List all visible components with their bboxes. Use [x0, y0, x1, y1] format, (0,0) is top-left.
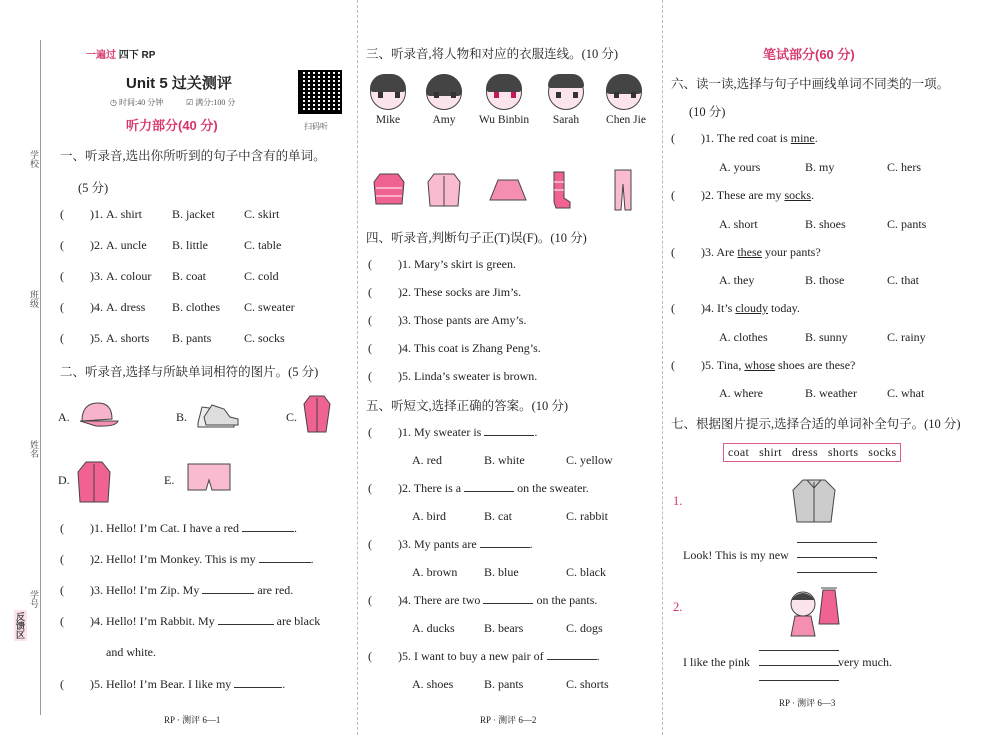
amy-face-icon	[426, 74, 462, 110]
sarah-face-icon	[548, 74, 584, 110]
writing-line[interactable]	[759, 665, 839, 666]
q6-item-text: Are	[716, 245, 735, 259]
q5-item-number: )2.	[398, 481, 411, 495]
option-a: A. shoes	[412, 677, 454, 691]
q2-item-text: Hello! I’m Zip. My	[106, 583, 200, 597]
page-footer-3: RP · 测评 6—3	[779, 698, 836, 708]
q4-item: ( )4. This coat is Zhang Peng’s.	[368, 341, 541, 355]
answer-blank[interactable]	[464, 481, 514, 492]
option-a: A. shirt	[106, 207, 142, 221]
option-b: B. pants	[484, 677, 524, 691]
binding-line	[40, 40, 41, 715]
shirt-icon	[302, 392, 332, 436]
page-3	[662, 0, 1000, 735]
name-mike: Mike	[375, 114, 401, 126]
coat-icon	[74, 458, 114, 504]
q6-item-number: )3.	[701, 245, 714, 259]
q1-item: ( )3.	[60, 269, 103, 283]
q7-item-2-number: 2.	[673, 600, 683, 614]
writing-line[interactable]	[759, 680, 839, 681]
q7-heading: 七、根据图片提示,选择合适的单词补全句子。(10 分)	[671, 417, 961, 431]
q4-item-number: )3.	[398, 313, 411, 327]
q5-item: ( )5. I want to buy a new pair of .	[368, 649, 600, 663]
name-label: 姓名	[29, 440, 39, 458]
q7-sentence-2-text: I like the pink	[683, 655, 750, 669]
q5-heading: 五、听短文,选择正确的答案。(10 分)	[366, 399, 569, 413]
option-c: C. socks	[244, 331, 285, 345]
q4-item-number: )5.	[398, 369, 411, 383]
q6-item-number: )5.	[701, 358, 714, 372]
q4-item-number: )2.	[398, 285, 411, 299]
q1-heading: 一、听录音,选出你所听到的句子中含有的单词。	[60, 149, 326, 163]
q6-item-text: Tina,	[716, 358, 742, 372]
brand-logo	[86, 46, 155, 61]
q6-item-text: These are my	[716, 188, 782, 202]
option-b: B. bears	[484, 621, 524, 635]
q4-item: ( )3. Those pants are Amy’s.	[368, 313, 527, 327]
writing-line[interactable]	[797, 572, 877, 573]
answer-blank[interactable]	[483, 593, 533, 604]
chen-jie-face-icon	[606, 74, 642, 110]
q4-item: ( )1. Mary’s skirt is green.	[368, 257, 516, 271]
page-footer-1: RP · 测评 6—1	[164, 715, 221, 725]
q6-item: ( )3. Are these your pants?	[671, 245, 821, 259]
answer-blank[interactable]	[484, 425, 534, 436]
option-b: B. coat	[172, 269, 206, 283]
q2-item-text: Hello! I’m Cat. I have a red	[106, 521, 239, 535]
wu-binbin-face-icon	[486, 74, 522, 110]
q7-sentence-1-end: .	[874, 548, 878, 562]
q2-item: ( )5. Hello! I’m Bear. I like my .	[60, 677, 286, 691]
feedback-tag: 反馈区	[15, 612, 25, 639]
q1-item: ( )5.	[60, 331, 103, 345]
socks-icon	[550, 170, 574, 210]
q2-heading: 二、听录音,选择与所缺单词相符的图片。(5 分)	[60, 365, 319, 379]
name-chen-jie: Chen Jie	[606, 114, 646, 126]
option-a: A. they	[719, 273, 755, 287]
q2-item-end: .	[293, 521, 297, 535]
student-number-label: 学号	[29, 590, 39, 608]
listening-section-heading: 听力部分(40 分)	[126, 118, 218, 133]
q1-item-number: )4.	[90, 300, 103, 314]
cap-icon	[76, 395, 120, 435]
option-b: B. weather	[805, 386, 857, 400]
q2-item-end: .	[282, 677, 286, 691]
pants-icon	[613, 168, 633, 212]
grade-label: 四下 RP	[118, 50, 156, 61]
q1-points: (5 分)	[78, 181, 109, 195]
q7-sentence-1-text: Look! This is my new	[683, 548, 789, 562]
underlined-word: cloudy	[735, 301, 769, 315]
q6-heading: 六、读一读,选择与句子中画线单词不同类的一项。	[671, 77, 950, 91]
skirt-icon	[488, 176, 528, 204]
q1-item: ( )2.	[60, 238, 103, 252]
pic-e-label: E.	[164, 473, 175, 487]
score-label: ☑ 满分:100 分	[186, 98, 236, 107]
answer-blank[interactable]	[259, 552, 311, 563]
option-c: C. rabbit	[566, 509, 608, 523]
brand-name: 一遍过	[86, 50, 116, 61]
q6-item-number: )2.	[701, 188, 714, 202]
option-b: B. those	[805, 273, 845, 287]
q2-item-number: )2.	[90, 552, 103, 566]
q6-item: ( )2. These are my socks.	[671, 188, 815, 202]
option-a: A. clothes	[719, 330, 768, 344]
q6-item: ( )5. Tina, whose shoes are these?	[671, 358, 856, 372]
mike-face-icon	[370, 74, 406, 110]
writing-section-heading: 笔试部分(60 分)	[763, 47, 855, 62]
writing-line[interactable]	[759, 650, 839, 651]
qr-caption: 扫码听	[304, 122, 328, 131]
q1-item-number: )1.	[90, 207, 103, 221]
q5-item: ( )3. My pants are .	[368, 537, 533, 551]
option-c: C. that	[887, 273, 919, 287]
q5-item-number: )5.	[398, 649, 411, 663]
q5-item-text: My sweater is	[414, 425, 482, 439]
option-b: B. sunny	[805, 330, 848, 344]
class-label: 班级	[29, 290, 39, 308]
option-c: C. rainy	[887, 330, 926, 344]
q6-item-end: .	[811, 188, 815, 202]
pic-c-label: C.	[286, 410, 298, 424]
name-wu-binbin: Wu Binbin	[478, 114, 530, 126]
q2-item-number: )1.	[90, 521, 103, 535]
option-c: C. black	[566, 565, 606, 579]
answer-blank[interactable]	[218, 614, 274, 625]
q2-item-end: .	[310, 552, 314, 566]
page-footer-2: RP · 测评 6—2	[480, 715, 537, 725]
q7-item-1-number: 1.	[673, 494, 683, 508]
q5-item-text: My pants are	[414, 537, 477, 551]
q1-item-number: )5.	[90, 331, 103, 345]
q6-item-number: )4.	[701, 301, 714, 315]
q4-item-text: Those pants are Amy’s.	[413, 313, 527, 327]
pic-b-label: B.	[176, 410, 188, 424]
option-c: C. shorts	[566, 677, 609, 691]
answer-blank[interactable]	[547, 649, 597, 660]
pic-a-label: A.	[58, 410, 70, 424]
time-label: ◷ 时间:40 分钟	[110, 98, 164, 107]
option-b: B. clothes	[172, 300, 220, 314]
writing-line[interactable]	[797, 557, 877, 558]
q6-item-end: .	[814, 131, 818, 145]
pic-d-label: D.	[58, 473, 70, 487]
name-amy: Amy	[432, 114, 456, 126]
q4-item-number: )4.	[398, 341, 411, 355]
q6-points: (10 分)	[689, 105, 726, 119]
q1-item: ( )1.	[60, 207, 103, 221]
q5-item: ( )2. There is a on the sweater.	[368, 481, 589, 495]
option-a: A. colour	[106, 269, 152, 283]
q2-item-4-continuation: and white.	[106, 645, 156, 659]
shorts-icon	[184, 460, 234, 496]
q1-item-number: )2.	[90, 238, 103, 252]
q6-item-end: shoes are these?	[778, 358, 856, 372]
option-a: A. short	[719, 217, 758, 231]
option-a: A. red	[412, 453, 442, 467]
q6-item-end: your pants?	[765, 245, 821, 259]
q2-item-text: Hello! I’m Monkey. This is my	[106, 552, 256, 566]
underlined-word: socks	[784, 188, 812, 202]
q6-item-text: The red coat is	[716, 131, 788, 145]
q5-item: ( )1. My sweater is .	[368, 425, 538, 439]
time-text: 时间:40 分钟	[118, 98, 164, 107]
q5-item-end: .	[534, 425, 538, 439]
school-label: 学校	[29, 150, 39, 168]
option-b: B. white	[484, 453, 525, 467]
q4-item-text: Linda’s sweater is brown.	[414, 369, 538, 383]
q6-item-end: today.	[771, 301, 800, 315]
q6-item: ( )1. The red coat is mine.	[671, 131, 818, 145]
jacket-icon	[426, 170, 462, 210]
q6-item-text: It’s	[717, 301, 733, 315]
q6-item-number: )1.	[701, 131, 714, 145]
underlined-word: whose	[744, 358, 776, 372]
q2-item: ( )2. Hello! I’m Monkey. This is my .	[60, 552, 314, 566]
q7-sentence-2-end: very much.	[837, 655, 892, 669]
underlined-word: mine	[790, 131, 815, 145]
option-b: B. shoes	[805, 217, 846, 231]
option-c: C. yellow	[566, 453, 613, 467]
option-a: A. brown	[412, 565, 458, 579]
q5-item-number: )4.	[398, 593, 411, 607]
q2-item: ( )4. Hello! I’m Rabbit. My are black	[60, 614, 321, 628]
q1-item: ( )4.	[60, 300, 103, 314]
qr-code-icon[interactable]	[298, 70, 342, 114]
answer-blank[interactable]	[202, 583, 254, 594]
option-c: C. table	[244, 238, 282, 252]
option-a: A. uncle	[106, 238, 147, 252]
q4-item-number: )1.	[398, 257, 411, 271]
name-sarah: Sarah	[552, 114, 580, 126]
word-bank: coat shirt dress shorts socks	[723, 443, 901, 462]
score-text: 满分:100 分	[195, 98, 236, 107]
option-b: B. cat	[484, 509, 512, 523]
q5-item: ( )4. There are two on the pants.	[368, 593, 598, 607]
option-c: C. hers	[887, 160, 921, 174]
q2-item-end: are red.	[257, 583, 294, 597]
option-c: C. sweater	[244, 300, 295, 314]
option-b: B. blue	[484, 565, 519, 579]
q5-item-text: I want to buy a new pair of	[414, 649, 544, 663]
option-c: C. pants	[887, 217, 927, 231]
option-c: C. skirt	[244, 207, 280, 221]
answer-blank[interactable]	[480, 537, 530, 548]
option-a: A. yours	[719, 160, 761, 174]
q2-item-text: Hello! I’m Bear. I like my	[106, 677, 232, 691]
option-a: A. bird	[412, 509, 446, 523]
q5-item-text: There are two	[413, 593, 481, 607]
option-b: B. little	[172, 238, 208, 252]
option-c: C. dogs	[566, 621, 603, 635]
girl-with-dress-icon	[787, 584, 841, 638]
option-c: C. what	[887, 386, 925, 400]
q4-item-text: These socks are Jim’s.	[413, 285, 522, 299]
q5-item-text: There is a	[413, 481, 462, 495]
q3-heading: 三、听录音,将人物和对应的衣服连线。(10 分)	[366, 47, 619, 61]
q7-sentence-2	[683, 655, 892, 670]
underlined-word: these	[737, 245, 762, 259]
shirt-picture-icon	[791, 476, 837, 524]
page-2	[357, 0, 657, 735]
q5-item-end: on the pants.	[536, 593, 598, 607]
option-a: A. dress	[106, 300, 146, 314]
binding-strip	[0, 0, 46, 735]
option-c: C. cold	[244, 269, 279, 283]
q5-item-end: on the sweater.	[517, 481, 589, 495]
q2-item-text: Hello! I’m Rabbit. My	[106, 614, 215, 628]
q4-item-text: Mary’s skirt is green.	[414, 257, 516, 271]
writing-line[interactable]	[797, 542, 877, 543]
q5-item-number: )1.	[398, 425, 411, 439]
q7-sentence-1	[683, 548, 878, 563]
option-a: A. shorts	[106, 331, 150, 345]
page-1	[46, 0, 346, 735]
q5-item-number: )3.	[398, 537, 411, 551]
q1-item-number: )3.	[90, 269, 103, 283]
q6-item: ( )4. It’s cloudy today.	[671, 301, 800, 315]
q2-item-number: )4.	[90, 614, 103, 628]
unit-title: Unit 5 过关测评	[126, 75, 232, 92]
q2-item-number: )3.	[90, 583, 103, 597]
q4-item: ( )2. These socks are Jim’s.	[368, 285, 522, 299]
q2-item-end: are black	[276, 614, 321, 628]
sweater-icon	[372, 170, 406, 208]
q4-heading: 四、听录音,判断句子正(T)误(F)。(10 分)	[366, 231, 587, 245]
shoes-icon	[194, 395, 240, 433]
q5-item-end: .	[529, 537, 533, 551]
option-b: B. jacket	[172, 207, 215, 221]
q2-item: ( )3. Hello! I’m Zip. My are red.	[60, 583, 294, 597]
q2-item: ( )1. Hello! I’m Cat. I have a red .	[60, 521, 297, 535]
option-a: A. where	[719, 386, 763, 400]
option-b: B. pants	[172, 331, 212, 345]
q2-item-number: )5.	[90, 677, 103, 691]
q5-item-end: .	[596, 649, 600, 663]
option-b: B. my	[805, 160, 835, 174]
q4-item: ( )5. Linda’s sweater is brown.	[368, 369, 538, 383]
q4-item-text: This coat is Zhang Peng’s.	[413, 341, 541, 355]
answer-blank[interactable]	[242, 521, 294, 532]
option-a: A. ducks	[412, 621, 455, 635]
answer-blank[interactable]	[234, 677, 282, 688]
